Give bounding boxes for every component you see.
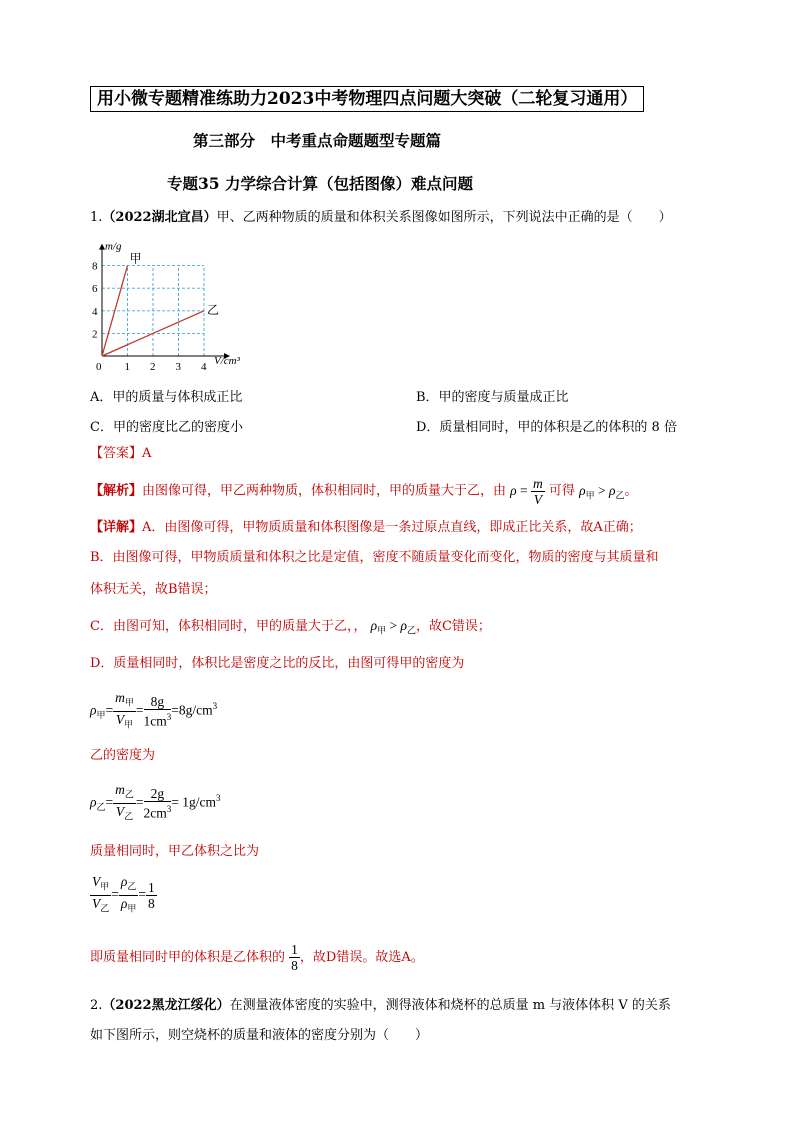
part-title: 第三部分 中考重点命题题型专题篇 bbox=[193, 131, 442, 150]
detail-c-text: C．由图可知，体积相同时，甲的质量大于乙，， bbox=[90, 619, 367, 634]
y-tick-label: 6 bbox=[92, 283, 98, 296]
chart-grid bbox=[102, 266, 204, 356]
q1-stem bbox=[90, 208, 672, 228]
q1-source: （2022湖北宜昌） bbox=[102, 210, 217, 225]
q2-line1 bbox=[90, 996, 671, 1016]
q1-answer: 【答案】A bbox=[90, 446, 152, 461]
x-tick-label: 3 bbox=[175, 361, 181, 373]
eq2-denominator: 2cm bbox=[143, 805, 167, 821]
eq1-result: =8g/cm bbox=[171, 702, 213, 718]
x-tick-label: 2 bbox=[150, 361, 156, 373]
conclusion-fraction-num: 1 bbox=[291, 942, 298, 957]
x-tick-label: 4 bbox=[201, 361, 207, 373]
density-a-equation: $\rho_甲=$ $\frac{m_甲}{V_甲}$ = $\frac{8g}{1cm^3}$ $=8g/cm^3$ bbox=[90, 690, 218, 730]
conclusion-end: ，故D错误。故选A。 bbox=[299, 950, 424, 965]
detail-a bbox=[90, 518, 642, 538]
q1-option-b: B．甲的密度与质量成正比 bbox=[416, 390, 569, 405]
chart-labels bbox=[92, 241, 241, 373]
series-label-yi: 乙 bbox=[207, 302, 220, 317]
x-axis-label: V/cm³ bbox=[214, 355, 240, 367]
analysis-text: 由图像可得，甲乙两种物质，体积相同时，甲的质量大于乙，由 bbox=[142, 483, 507, 499]
detail-c-compare: $\rho_甲 > \rho_乙$ bbox=[370, 618, 416, 636]
x-tick-label: 1 bbox=[124, 361, 130, 373]
eq2-result: = 1g/cm bbox=[171, 794, 216, 810]
y-tick-label: 8 bbox=[92, 260, 98, 273]
detail-b1: B．由图像可得，甲物质质量和体积之比是定值，密度不随质量变化而变化，物质的密度与其质量和 bbox=[90, 550, 659, 565]
detail-b2: 体积无关，故B错误； bbox=[90, 582, 217, 597]
analysis-label: 【解析】 bbox=[90, 483, 143, 499]
conclusion-fraction-den: 8 bbox=[291, 958, 298, 973]
q1-analysis: 【解析】由图像可得，甲乙两种物质，体积相同时，甲的质量大于乙，由 ρ = $\frac{m}{V}$ 可得 $\rho_甲 > \rho_乙$。 bbox=[90, 476, 638, 507]
detail-label: 【详解】 bbox=[90, 520, 143, 535]
ratio-numerator: 1 bbox=[148, 879, 155, 895]
detail-d: D．质量相同时，体积比是密度之比的反比，由图可得甲的密度为 bbox=[90, 656, 465, 671]
chart-axes bbox=[99, 244, 230, 359]
volume-ratio-equation: $\frac{V_甲}{V_乙}$ = $\frac{\rho_乙}{\rho_甲}$ = $\frac{1}{8}$ bbox=[92, 874, 155, 914]
q2-source: （2022黑龙江绥化） bbox=[102, 998, 230, 1013]
q2-text-line1: 在测量液体密度的实验中，测得液体和烧杯的总质量 m 与液体体积 V 的关系 bbox=[229, 998, 671, 1013]
q1-number: 1. bbox=[90, 210, 103, 225]
q1-option-a: A．甲的质量与体积成正比 bbox=[90, 390, 243, 405]
density-compare: $\rho_甲 > \rho_乙$ bbox=[579, 482, 625, 501]
eq2-numerator: 2g bbox=[144, 786, 172, 802]
conclusion-start: 即质量相同时甲的体积是乙体积的 bbox=[90, 950, 286, 965]
topic-title: 专题35 力学综合计算（包括图像）难点问题 bbox=[167, 174, 473, 193]
analysis-mid: 可得 bbox=[548, 483, 575, 499]
q2-number: 2. bbox=[90, 998, 103, 1013]
y-tick-label: 2 bbox=[92, 328, 98, 341]
eq1-denominator: 1cm bbox=[143, 713, 167, 729]
series-label-jia: 甲 bbox=[129, 251, 142, 266]
ratio-label: 质量相同时，甲乙体积之比为 bbox=[90, 844, 260, 859]
q2-line2: 如下图所示，则空烧杯的质量和液体的密度分别为（ ） bbox=[90, 1028, 429, 1043]
x-tick-label: 0 bbox=[96, 361, 102, 373]
detail-c-end: ，故C错误； bbox=[415, 619, 491, 634]
y-axis-label: m/g bbox=[105, 240, 122, 253]
series-banner: 用小微专题精准练助力2023中考物理四点问题大突破（二轮复习通用） bbox=[90, 86, 644, 112]
density-b-equation: $\rho_乙=$ $\frac{m_乙}{V_乙}$ = $\frac{2g}{2cm^3}$ = $1g/cm^3$ bbox=[90, 782, 221, 822]
q1-option-c: C．甲的密度比乙的密度小 bbox=[90, 420, 243, 435]
eq1-numerator: 8g bbox=[144, 694, 172, 710]
density-b-label: 乙的密度为 bbox=[90, 748, 156, 763]
y-tick-label: 4 bbox=[92, 305, 98, 318]
detail-a-text: A．由图像可得，甲物质质量和体积图像是一条过原点直线，即成正比关系，故A正确； bbox=[142, 520, 642, 535]
mass-volume-chart bbox=[86, 234, 266, 376]
q1-option-d: D．质量相同时，甲的体积是乙的体积的 8 倍 bbox=[416, 420, 677, 435]
ratio-denominator: 8 bbox=[148, 895, 155, 911]
detail-c bbox=[90, 616, 491, 641]
q1-text: 甲、乙两种物质的质量和体积关系图像如图所示，下列说法中正确的是（ ） bbox=[216, 210, 672, 225]
density-formula: ρ = $\frac{m}{V}$ bbox=[510, 476, 543, 507]
conclusion-fraction bbox=[289, 942, 300, 973]
conclusion bbox=[90, 942, 424, 973]
